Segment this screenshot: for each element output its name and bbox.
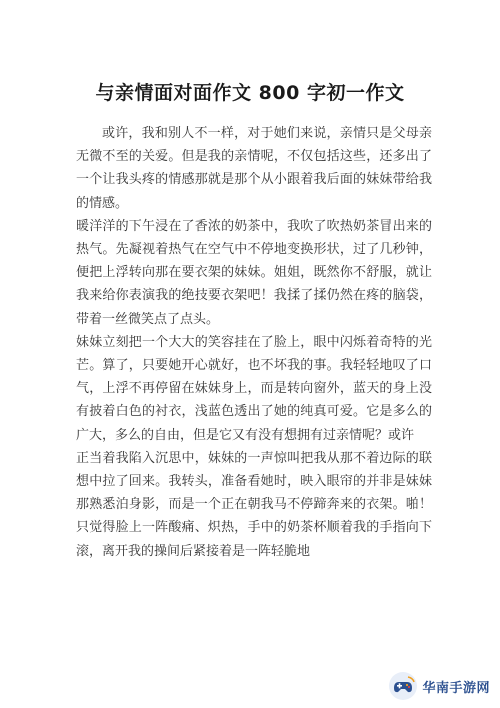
watermark-text: 华南手游网 — [422, 680, 490, 696]
paragraph-2: 暖洋洋的下午浸在了香浓的奶茶中，我吹了吹热奶茶冒出来的热气。先凝视着热气在空气中不停地变换形状，过了几秒钟，便把上浮转向那在要衣架的妹妹。姐姐，既然你不舒服，就让我来给你表演我的绝技要衣架吧！我揉了揉仍然在疼的脑袋，带着一丝微笑点了点头。 — [76, 218, 432, 327]
controller-logo-icon — [388, 671, 418, 701]
site-watermark — [388, 670, 490, 702]
paragraph-3: 妹妹立刻把一个大大的笑容挂在了脸上，眼中闪烁着奇特的光芒。算了，只要她开心就好，也不坏我的事。我轻轻地叹了口气，上浮不再停留在妹妹身上，而是转向窗外，蓝天的身上没有披着白色的衬衣，浅蓝色透出了她的纯真可爱。它是多么的广大，多么的自由，但是它又有没有想拥有过亲情呢？或许 — [76, 334, 432, 443]
page-title: 与亲情面对面作文 800 字初一作文 — [95, 82, 405, 104]
paragraph-1: 或许，我和别人不一样，对于她们来说，亲情只是父母亲无微不至的关爱。但是我的亲情呢，不仅包括这些，还多出了一个让我头疼的情感那就是那个从小跟着我后面的妹妹带给我的情感。 — [76, 126, 432, 211]
article-body — [76, 122, 432, 563]
paragraph-4: 正当着我陷入沉思中，妹妹的一声惊叫把我从那不着边际的联想中拉了回来。我转头，准备看她时，映入眼帘的并非是妹妹那熟悉泊身影，而是一个正在朝我马不停蹄奔来的衣架。啪！只觉得脸上一阵酸痛、炽热，手中的奶茶杯顺着我的手指向下滚，离开我的操间后紧接着是一阵轻脆地 — [76, 450, 432, 559]
